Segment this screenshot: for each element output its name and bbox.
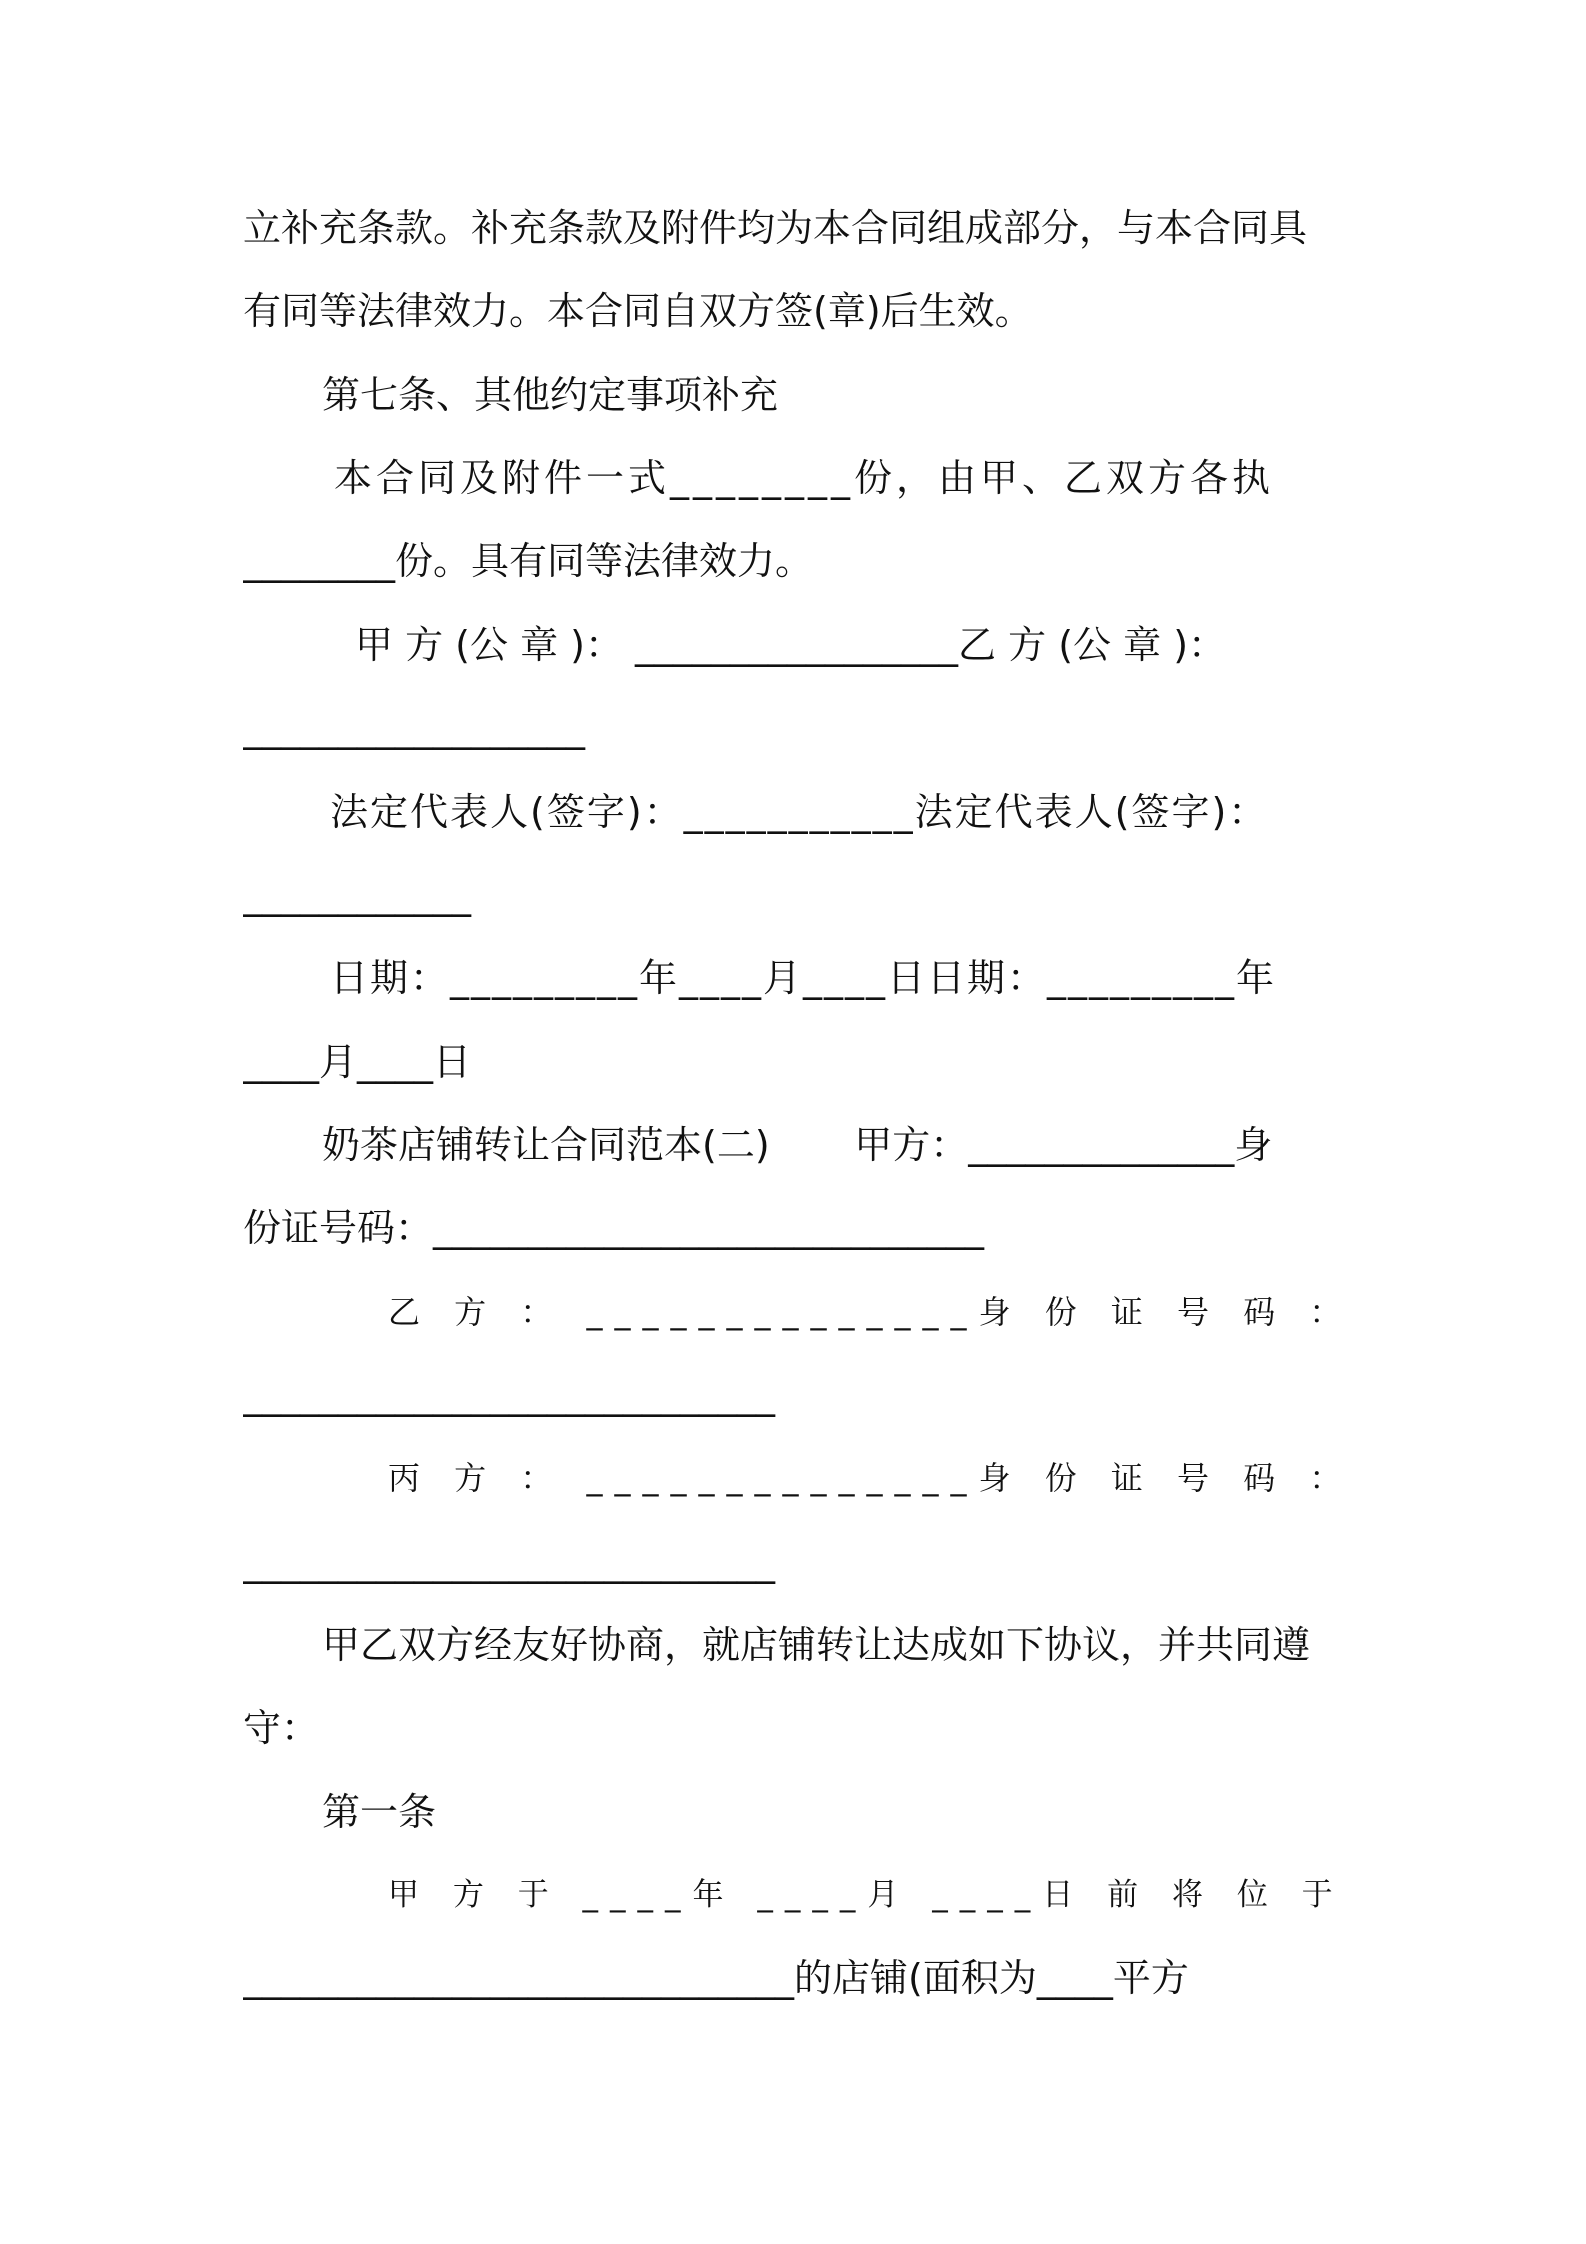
party-b-line: 乙 方 ： ______________身 份 证 号 码 ： xyxy=(388,1293,1353,1331)
line-text: 立补充条款。补充条款及附件均为本合同组成部分，与本合同具 xyxy=(243,206,1308,250)
blank-line: __________________ xyxy=(243,706,585,750)
body-line: ________份。具有同等法律效力。 xyxy=(243,539,814,583)
body-line: 甲 方 于 ____年 ____月 ____日 前 将 位 于 xyxy=(388,1877,1345,1913)
section-heading: 第七条、其他约定事项补充 xyxy=(322,373,779,417)
date-line-continued: ____月____日 xyxy=(243,1040,472,1084)
line-text: 甲乙双方经友好协商，就店铺转让达成如下协议，并共同遵 xyxy=(322,1623,1311,1667)
blank-line: ____________ xyxy=(243,873,471,917)
id-number-line: 份证号码：_____________________________ xyxy=(243,1206,985,1250)
date-line: 日期：_________年____月____日日期：_________年 xyxy=(330,956,1277,1000)
body-line: 本合同及附件一式________份，由甲、乙双方各执 xyxy=(334,456,1275,500)
blank-line: ____________________________ xyxy=(243,1540,775,1584)
blank-line: ____________________________ xyxy=(243,1373,775,1417)
body-line: 有同等法律效力。本合同自双方签(章)后生效。 xyxy=(243,289,1033,333)
body-line: 守： xyxy=(243,1706,320,1750)
signature-line-seal: 甲 方 (公 章 )： _________________乙 方 (公 章 )： xyxy=(355,623,1227,667)
party-c-line: 丙 方 ： ______________身 份 证 号 码 ： xyxy=(388,1459,1353,1497)
article-heading: 第一条 xyxy=(322,1790,437,1834)
signature-line-representative: 法定代表人(签字)：___________法定代表人(签字)： xyxy=(330,790,1269,834)
contract-title-line: 奶茶店铺转让合同范本(二) 甲方：______________身 xyxy=(322,1123,1273,1167)
body-line xyxy=(243,203,1353,253)
body-line: _____________________________的店铺(面积为____平方 xyxy=(243,1956,1189,2000)
body-line xyxy=(322,1620,1353,1670)
